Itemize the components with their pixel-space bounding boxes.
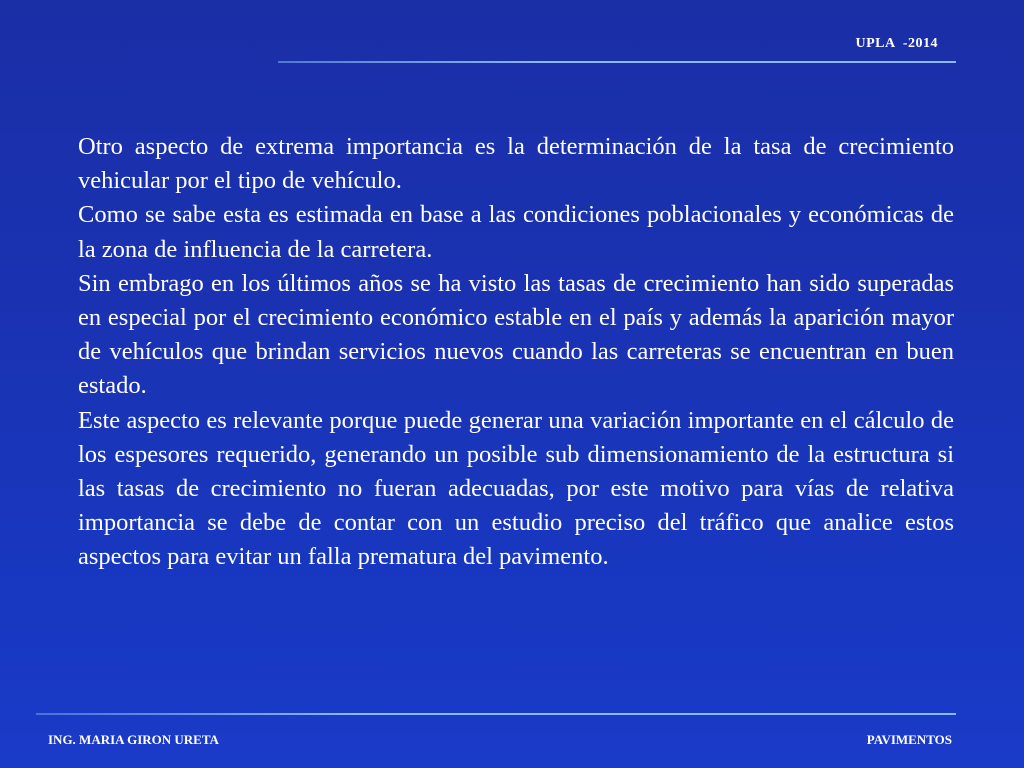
header-label: UPLA -2014 [855,36,938,51]
footer-subject: PAVIMENTOS [866,732,952,747]
footer-author: ING. MARIA GIRON URETA [48,732,219,747]
paragraph: Otro aspecto de extrema importancia es la determinación de la tasa de crecimiento vehicular por el tipo de vehículo. [78,133,954,195]
paragraph: Como se sabe esta es estimada en base a las condiciones poblacionales y económicas de la zona de influencia de la carretera. [78,201,954,263]
top-divider [278,61,956,63]
paragraph: Sin embrago en los últimos años se ha visto las tasas de crecimiento han sido superadas en especial por el crecimiento económico estable en el país y además la aparición mayor de vehículos que brindan servicios nuevos cuando las carreteras se encuentran en buen estado. [78,269,954,400]
slide-body [78,130,954,575]
bottom-divider [36,713,956,715]
paragraph: Este aspecto es relevante porque puede generar una variación importante en el cálculo de los espesores requerido, generando un posible sub dimensionamiento de la estructura si las tasas de crecimiento no fueran adecuadas, por este motivo para vías de relativa importancia se debe de contar con un estudio preciso del tráfico que analice estos aspectos para evitar un falla prematura del pavimento. [78,406,954,571]
